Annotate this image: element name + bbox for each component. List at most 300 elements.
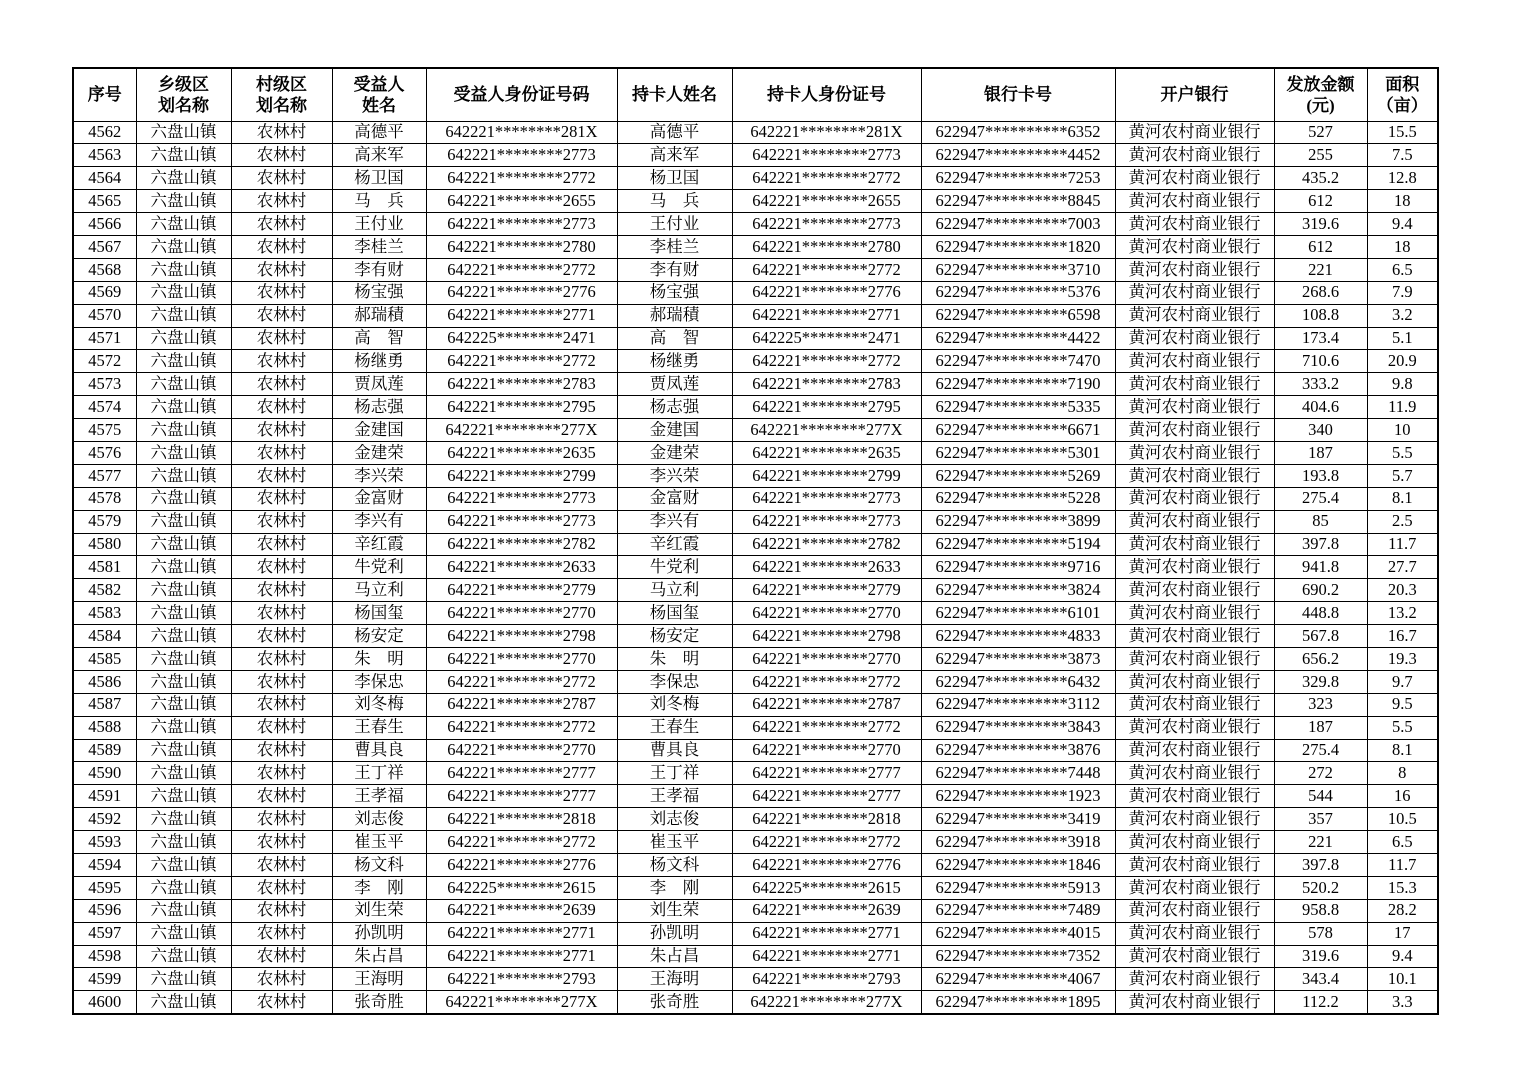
cell-area: 3.2 bbox=[1367, 304, 1438, 327]
cell-beneficiary-name: 李兴有 bbox=[332, 510, 426, 533]
cell-seq: 4592 bbox=[73, 808, 136, 831]
cell-amount: 272 bbox=[1274, 762, 1367, 785]
cell-seq: 4569 bbox=[73, 281, 136, 304]
cell-beneficiary-name: 孙凯明 bbox=[332, 922, 426, 945]
cell-township: 六盘山镇 bbox=[136, 167, 231, 190]
cell-township: 六盘山镇 bbox=[136, 854, 231, 877]
cell-seq: 4586 bbox=[73, 670, 136, 693]
cell-beneficiary-name: 金建国 bbox=[332, 419, 426, 442]
cell-amount: 544 bbox=[1274, 785, 1367, 808]
cell-cardholder-name: 王海明 bbox=[617, 968, 732, 991]
cell-card-number: 622947**********5335 bbox=[921, 396, 1115, 419]
cell-beneficiary-id: 642221********2770 bbox=[426, 602, 617, 625]
cell-village: 农林村 bbox=[231, 854, 332, 877]
cell-beneficiary-id: 642221********2782 bbox=[426, 533, 617, 556]
cell-amount: 527 bbox=[1274, 121, 1367, 144]
cell-cardholder-id: 642221********2795 bbox=[732, 396, 921, 419]
cell-cardholder-name: 马立利 bbox=[617, 579, 732, 602]
cell-beneficiary-id: 642221********2779 bbox=[426, 579, 617, 602]
cell-card-number: 622947**********4067 bbox=[921, 968, 1115, 991]
cell-bank: 黄河农村商业银行 bbox=[1115, 487, 1274, 510]
cell-amount: 275.4 bbox=[1274, 487, 1367, 510]
cell-cardholder-id: 642221********2772 bbox=[732, 350, 921, 373]
cell-cardholder-id: 642221********2783 bbox=[732, 373, 921, 396]
cell-village: 农林村 bbox=[231, 487, 332, 510]
cell-village: 农林村 bbox=[231, 373, 332, 396]
cell-cardholder-id: 642221********2639 bbox=[732, 899, 921, 922]
cell-cardholder-id: 642221********281X bbox=[732, 121, 921, 144]
table-row bbox=[73, 625, 1438, 648]
cell-cardholder-id: 642221********2779 bbox=[732, 579, 921, 602]
cell-township: 六盘山镇 bbox=[136, 831, 231, 854]
cell-cardholder-id: 642221********2782 bbox=[732, 533, 921, 556]
cell-cardholder-name: 牛党利 bbox=[617, 556, 732, 579]
cell-beneficiary-id: 642221********2780 bbox=[426, 235, 617, 258]
cell-beneficiary-name: 刘冬梅 bbox=[332, 693, 426, 716]
cell-beneficiary-id: 642221********2773 bbox=[426, 487, 617, 510]
cell-seq: 4577 bbox=[73, 464, 136, 487]
cell-cardholder-name: 金建国 bbox=[617, 419, 732, 442]
cell-village: 农林村 bbox=[231, 144, 332, 167]
cell-township: 六盘山镇 bbox=[136, 899, 231, 922]
cell-bank: 黄河农村商业银行 bbox=[1115, 922, 1274, 945]
cell-beneficiary-name: 王春生 bbox=[332, 716, 426, 739]
cell-bank: 黄河农村商业银行 bbox=[1115, 373, 1274, 396]
cell-bank: 黄河农村商业银行 bbox=[1115, 121, 1274, 144]
cell-area: 6.5 bbox=[1367, 831, 1438, 854]
cell-amount: 329.8 bbox=[1274, 670, 1367, 693]
cell-area: 11.7 bbox=[1367, 533, 1438, 556]
col-header-beneficiary-id: 受益人身份证号码 bbox=[426, 68, 617, 121]
cell-cardholder-name: 王丁祥 bbox=[617, 762, 732, 785]
table-row bbox=[73, 808, 1438, 831]
cell-seq: 4593 bbox=[73, 831, 136, 854]
cell-cardholder-id: 642225********2471 bbox=[732, 327, 921, 350]
cell-cardholder-name: 杨志强 bbox=[617, 396, 732, 419]
cell-area: 12.8 bbox=[1367, 167, 1438, 190]
cell-amount: 108.8 bbox=[1274, 304, 1367, 327]
cell-card-number: 622947**********3710 bbox=[921, 258, 1115, 281]
cell-cardholder-id: 642221********2633 bbox=[732, 556, 921, 579]
cell-area: 10.5 bbox=[1367, 808, 1438, 831]
table-row bbox=[73, 556, 1438, 579]
cell-seq: 4566 bbox=[73, 213, 136, 236]
cell-card-number: 622947**********7190 bbox=[921, 373, 1115, 396]
cell-beneficiary-name: 王付业 bbox=[332, 213, 426, 236]
cell-seq: 4572 bbox=[73, 350, 136, 373]
cell-amount: 397.8 bbox=[1274, 533, 1367, 556]
cell-village: 农林村 bbox=[231, 945, 332, 968]
cell-seq: 4596 bbox=[73, 899, 136, 922]
table-row bbox=[73, 327, 1438, 350]
cell-township: 六盘山镇 bbox=[136, 258, 231, 281]
cell-cardholder-name: 杨宝强 bbox=[617, 281, 732, 304]
cell-card-number: 622947**********3918 bbox=[921, 831, 1115, 854]
cell-cardholder-id: 642221********2818 bbox=[732, 808, 921, 831]
cell-seq: 4585 bbox=[73, 647, 136, 670]
cell-village: 农林村 bbox=[231, 510, 332, 533]
cell-area: 5.5 bbox=[1367, 441, 1438, 464]
cell-area: 9.4 bbox=[1367, 213, 1438, 236]
cell-beneficiary-name: 杨文科 bbox=[332, 854, 426, 877]
table-row bbox=[73, 762, 1438, 785]
cell-seq: 4597 bbox=[73, 922, 136, 945]
cell-seq: 4576 bbox=[73, 441, 136, 464]
cell-beneficiary-id: 642221********2776 bbox=[426, 854, 617, 877]
table-row bbox=[73, 213, 1438, 236]
table-row bbox=[73, 464, 1438, 487]
cell-beneficiary-id: 642221********2818 bbox=[426, 808, 617, 831]
cell-seq: 4587 bbox=[73, 693, 136, 716]
cell-beneficiary-name: 曹具良 bbox=[332, 739, 426, 762]
cell-village: 农林村 bbox=[231, 579, 332, 602]
cell-cardholder-id: 642221********2772 bbox=[732, 716, 921, 739]
cell-area: 19.3 bbox=[1367, 647, 1438, 670]
cell-cardholder-id: 642221********2772 bbox=[732, 167, 921, 190]
cell-area: 9.7 bbox=[1367, 670, 1438, 693]
cell-beneficiary-name: 王海明 bbox=[332, 968, 426, 991]
cell-bank: 黄河农村商业银行 bbox=[1115, 602, 1274, 625]
cell-beneficiary-id: 642221********2783 bbox=[426, 373, 617, 396]
cell-township: 六盘山镇 bbox=[136, 785, 231, 808]
cell-area: 3.3 bbox=[1367, 991, 1438, 1014]
cell-amount: 187 bbox=[1274, 716, 1367, 739]
cell-township: 六盘山镇 bbox=[136, 556, 231, 579]
cell-card-number: 622947**********3112 bbox=[921, 693, 1115, 716]
cell-seq: 4562 bbox=[73, 121, 136, 144]
col-header-cardholder-id: 持卡人身份证号 bbox=[732, 68, 921, 121]
table-row bbox=[73, 144, 1438, 167]
cell-card-number: 622947**********6598 bbox=[921, 304, 1115, 327]
cell-cardholder-name: 马 兵 bbox=[617, 190, 732, 213]
cell-area: 5.1 bbox=[1367, 327, 1438, 350]
col-header-village: 村级区 划名称 bbox=[231, 68, 332, 121]
cell-beneficiary-id: 642221********2776 bbox=[426, 281, 617, 304]
cell-area: 5.7 bbox=[1367, 464, 1438, 487]
cell-card-number: 622947**********3876 bbox=[921, 739, 1115, 762]
cell-cardholder-id: 642221********277X bbox=[732, 419, 921, 442]
cell-beneficiary-name: 马 兵 bbox=[332, 190, 426, 213]
table-row bbox=[73, 190, 1438, 213]
cell-card-number: 622947**********8845 bbox=[921, 190, 1115, 213]
cell-bank: 黄河农村商业银行 bbox=[1115, 739, 1274, 762]
cell-beneficiary-name: 牛党利 bbox=[332, 556, 426, 579]
cell-area: 20.9 bbox=[1367, 350, 1438, 373]
cell-beneficiary-name: 辛红霞 bbox=[332, 533, 426, 556]
cell-bank: 黄河农村商业银行 bbox=[1115, 876, 1274, 899]
cell-village: 农林村 bbox=[231, 968, 332, 991]
cell-bank: 黄河农村商业银行 bbox=[1115, 991, 1274, 1014]
cell-cardholder-name: 朱 明 bbox=[617, 647, 732, 670]
cell-cardholder-id: 642221********2776 bbox=[732, 281, 921, 304]
table-row bbox=[73, 716, 1438, 739]
cell-bank: 黄河农村商业银行 bbox=[1115, 396, 1274, 419]
cell-village: 农林村 bbox=[231, 831, 332, 854]
cell-area: 13.2 bbox=[1367, 602, 1438, 625]
col-header-card-number: 银行卡号 bbox=[921, 68, 1115, 121]
cell-township: 六盘山镇 bbox=[136, 441, 231, 464]
cell-bank: 黄河农村商业银行 bbox=[1115, 625, 1274, 648]
cell-cardholder-id: 642225********2615 bbox=[732, 876, 921, 899]
cell-village: 农林村 bbox=[231, 441, 332, 464]
cell-beneficiary-name: 杨国玺 bbox=[332, 602, 426, 625]
cell-amount: 85 bbox=[1274, 510, 1367, 533]
cell-township: 六盘山镇 bbox=[136, 533, 231, 556]
cell-township: 六盘山镇 bbox=[136, 327, 231, 350]
cell-beneficiary-id: 642221********277X bbox=[426, 419, 617, 442]
cell-beneficiary-id: 642221********2772 bbox=[426, 167, 617, 190]
cell-township: 六盘山镇 bbox=[136, 579, 231, 602]
cell-card-number: 622947**********7470 bbox=[921, 350, 1115, 373]
cell-cardholder-id: 642221********2776 bbox=[732, 854, 921, 877]
cell-area: 11.7 bbox=[1367, 854, 1438, 877]
table-row bbox=[73, 373, 1438, 396]
cell-area: 8.1 bbox=[1367, 487, 1438, 510]
cell-township: 六盘山镇 bbox=[136, 968, 231, 991]
cell-card-number: 622947**********4833 bbox=[921, 625, 1115, 648]
cell-village: 农林村 bbox=[231, 625, 332, 648]
cell-village: 农林村 bbox=[231, 647, 332, 670]
cell-cardholder-id: 642221********2799 bbox=[732, 464, 921, 487]
table-row bbox=[73, 647, 1438, 670]
cell-cardholder-name: 贾凤莲 bbox=[617, 373, 732, 396]
cell-village: 农林村 bbox=[231, 602, 332, 625]
cell-area: 11.9 bbox=[1367, 396, 1438, 419]
cell-village: 农林村 bbox=[231, 785, 332, 808]
table-row bbox=[73, 350, 1438, 373]
cell-seq: 4599 bbox=[73, 968, 136, 991]
cell-seq: 4575 bbox=[73, 419, 136, 442]
cell-township: 六盘山镇 bbox=[136, 876, 231, 899]
cell-village: 农林村 bbox=[231, 121, 332, 144]
cell-cardholder-name: 李 刚 bbox=[617, 876, 732, 899]
cell-beneficiary-id: 642221********2772 bbox=[426, 831, 617, 854]
table-row bbox=[73, 899, 1438, 922]
cell-beneficiary-id: 642221********2772 bbox=[426, 258, 617, 281]
table-row bbox=[73, 419, 1438, 442]
cell-area: 18 bbox=[1367, 235, 1438, 258]
cell-beneficiary-name: 李兴荣 bbox=[332, 464, 426, 487]
cell-beneficiary-name: 刘志俊 bbox=[332, 808, 426, 831]
cell-township: 六盘山镇 bbox=[136, 464, 231, 487]
cell-beneficiary-name: 金建荣 bbox=[332, 441, 426, 464]
cell-card-number: 622947**********4015 bbox=[921, 922, 1115, 945]
table-row bbox=[73, 854, 1438, 877]
cell-beneficiary-id: 642221********2770 bbox=[426, 647, 617, 670]
subsidy-table bbox=[72, 67, 1439, 1015]
cell-cardholder-name: 杨卫国 bbox=[617, 167, 732, 190]
cell-cardholder-id: 642221********277X bbox=[732, 991, 921, 1014]
cell-beneficiary-name: 杨宝强 bbox=[332, 281, 426, 304]
cell-beneficiary-name: 高德平 bbox=[332, 121, 426, 144]
cell-township: 六盘山镇 bbox=[136, 373, 231, 396]
cell-township: 六盘山镇 bbox=[136, 350, 231, 373]
cell-beneficiary-name: 郝瑞積 bbox=[332, 304, 426, 327]
cell-beneficiary-name: 崔玉平 bbox=[332, 831, 426, 854]
cell-bank: 黄河农村商业银行 bbox=[1115, 304, 1274, 327]
cell-seq: 4567 bbox=[73, 235, 136, 258]
cell-amount: 319.6 bbox=[1274, 945, 1367, 968]
cell-beneficiary-id: 642221********2772 bbox=[426, 670, 617, 693]
cell-bank: 黄河农村商业银行 bbox=[1115, 785, 1274, 808]
cell-card-number: 622947**********7253 bbox=[921, 167, 1115, 190]
cell-cardholder-id: 642221********2772 bbox=[732, 258, 921, 281]
cell-township: 六盘山镇 bbox=[136, 693, 231, 716]
cell-beneficiary-id: 642221********2771 bbox=[426, 945, 617, 968]
cell-cardholder-name: 王春生 bbox=[617, 716, 732, 739]
cell-seq: 4584 bbox=[73, 625, 136, 648]
cell-township: 六盘山镇 bbox=[136, 922, 231, 945]
cell-cardholder-id: 642221********2771 bbox=[732, 304, 921, 327]
cell-village: 农林村 bbox=[231, 670, 332, 693]
cell-seq: 4578 bbox=[73, 487, 136, 510]
cell-card-number: 622947**********6101 bbox=[921, 602, 1115, 625]
cell-card-number: 622947**********7489 bbox=[921, 899, 1115, 922]
cell-bank: 黄河农村商业银行 bbox=[1115, 968, 1274, 991]
cell-bank: 黄河农村商业银行 bbox=[1115, 419, 1274, 442]
cell-township: 六盘山镇 bbox=[136, 213, 231, 236]
cell-area: 15.5 bbox=[1367, 121, 1438, 144]
cell-township: 六盘山镇 bbox=[136, 190, 231, 213]
cell-cardholder-id: 642221********2772 bbox=[732, 831, 921, 854]
cell-seq: 4581 bbox=[73, 556, 136, 579]
cell-area: 5.5 bbox=[1367, 716, 1438, 739]
cell-amount: 397.8 bbox=[1274, 854, 1367, 877]
cell-cardholder-name: 李兴有 bbox=[617, 510, 732, 533]
cell-seq: 4580 bbox=[73, 533, 136, 556]
cell-amount: 612 bbox=[1274, 235, 1367, 258]
cell-seq: 4568 bbox=[73, 258, 136, 281]
cell-village: 农林村 bbox=[231, 693, 332, 716]
cell-seq: 4594 bbox=[73, 854, 136, 877]
cell-area: 9.5 bbox=[1367, 693, 1438, 716]
cell-beneficiary-name: 高来军 bbox=[332, 144, 426, 167]
cell-cardholder-name: 刘志俊 bbox=[617, 808, 732, 831]
cell-cardholder-id: 642221********2770 bbox=[732, 739, 921, 762]
cell-bank: 黄河农村商业银行 bbox=[1115, 258, 1274, 281]
cell-cardholder-name: 李保忠 bbox=[617, 670, 732, 693]
cell-beneficiary-name: 杨卫国 bbox=[332, 167, 426, 190]
cell-village: 农林村 bbox=[231, 167, 332, 190]
cell-area: 9.8 bbox=[1367, 373, 1438, 396]
cell-bank: 黄河农村商业银行 bbox=[1115, 899, 1274, 922]
cell-amount: 187 bbox=[1274, 441, 1367, 464]
cell-amount: 173.4 bbox=[1274, 327, 1367, 350]
cell-township: 六盘山镇 bbox=[136, 670, 231, 693]
cell-beneficiary-id: 642221********2770 bbox=[426, 739, 617, 762]
cell-township: 六盘山镇 bbox=[136, 762, 231, 785]
cell-area: 20.3 bbox=[1367, 579, 1438, 602]
cell-amount: 578 bbox=[1274, 922, 1367, 945]
cell-area: 8 bbox=[1367, 762, 1438, 785]
cell-beneficiary-id: 642221********2633 bbox=[426, 556, 617, 579]
cell-card-number: 622947**********7003 bbox=[921, 213, 1115, 236]
cell-township: 六盘山镇 bbox=[136, 121, 231, 144]
cell-cardholder-id: 642221********2773 bbox=[732, 487, 921, 510]
cell-cardholder-name: 李有财 bbox=[617, 258, 732, 281]
cell-cardholder-name: 孙凯明 bbox=[617, 922, 732, 945]
cell-village: 农林村 bbox=[231, 327, 332, 350]
cell-area: 16 bbox=[1367, 785, 1438, 808]
cell-seq: 4589 bbox=[73, 739, 136, 762]
table-row bbox=[73, 670, 1438, 693]
cell-beneficiary-id: 642221********2773 bbox=[426, 144, 617, 167]
cell-beneficiary-name: 刘生荣 bbox=[332, 899, 426, 922]
cell-cardholder-id: 642221********2777 bbox=[732, 762, 921, 785]
table-row bbox=[73, 258, 1438, 281]
cell-village: 农林村 bbox=[231, 213, 332, 236]
cell-card-number: 622947**********6671 bbox=[921, 419, 1115, 442]
cell-area: 9.4 bbox=[1367, 945, 1438, 968]
cell-amount: 520.2 bbox=[1274, 876, 1367, 899]
cell-township: 六盘山镇 bbox=[136, 281, 231, 304]
cell-amount: 690.2 bbox=[1274, 579, 1367, 602]
cell-beneficiary-name: 高 智 bbox=[332, 327, 426, 350]
cell-bank: 黄河农村商业银行 bbox=[1115, 350, 1274, 373]
cell-amount: 343.4 bbox=[1274, 968, 1367, 991]
cell-seq: 4598 bbox=[73, 945, 136, 968]
cell-card-number: 622947**********5194 bbox=[921, 533, 1115, 556]
cell-beneficiary-id: 642221********2635 bbox=[426, 441, 617, 464]
cell-cardholder-name: 杨文科 bbox=[617, 854, 732, 877]
cell-seq: 4565 bbox=[73, 190, 136, 213]
cell-village: 农林村 bbox=[231, 739, 332, 762]
cell-amount: 612 bbox=[1274, 190, 1367, 213]
cell-bank: 黄河农村商业银行 bbox=[1115, 533, 1274, 556]
cell-cardholder-name: 刘冬梅 bbox=[617, 693, 732, 716]
cell-beneficiary-id: 642225********2471 bbox=[426, 327, 617, 350]
table-row bbox=[73, 831, 1438, 854]
cell-amount: 268.6 bbox=[1274, 281, 1367, 304]
cell-amount: 448.8 bbox=[1274, 602, 1367, 625]
cell-village: 农林村 bbox=[231, 762, 332, 785]
cell-cardholder-id: 642221********2777 bbox=[732, 785, 921, 808]
cell-beneficiary-name: 朱 明 bbox=[332, 647, 426, 670]
cell-beneficiary-name: 朱占昌 bbox=[332, 945, 426, 968]
cell-bank: 黄河农村商业银行 bbox=[1115, 762, 1274, 785]
cell-card-number: 622947**********6432 bbox=[921, 670, 1115, 693]
cell-cardholder-name: 金建荣 bbox=[617, 441, 732, 464]
cell-amount: 941.8 bbox=[1274, 556, 1367, 579]
cell-cardholder-id: 642221********2771 bbox=[732, 945, 921, 968]
cell-bank: 黄河农村商业银行 bbox=[1115, 579, 1274, 602]
cell-card-number: 622947**********7448 bbox=[921, 762, 1115, 785]
cell-cardholder-name: 李兴荣 bbox=[617, 464, 732, 487]
cell-seq: 4595 bbox=[73, 876, 136, 899]
cell-village: 农林村 bbox=[231, 899, 332, 922]
cell-beneficiary-name: 贾凤莲 bbox=[332, 373, 426, 396]
cell-cardholder-name: 杨继勇 bbox=[617, 350, 732, 373]
cell-amount: 112.2 bbox=[1274, 991, 1367, 1014]
cell-village: 农林村 bbox=[231, 304, 332, 327]
cell-seq: 4570 bbox=[73, 304, 136, 327]
cell-seq: 4583 bbox=[73, 602, 136, 625]
cell-cardholder-name: 李桂兰 bbox=[617, 235, 732, 258]
cell-beneficiary-id: 642221********277X bbox=[426, 991, 617, 1014]
cell-beneficiary-id: 642221********2771 bbox=[426, 922, 617, 945]
cell-bank: 黄河农村商业银行 bbox=[1115, 716, 1274, 739]
cell-township: 六盘山镇 bbox=[136, 235, 231, 258]
cell-beneficiary-name: 杨志强 bbox=[332, 396, 426, 419]
cell-area: 16.7 bbox=[1367, 625, 1438, 648]
cell-bank: 黄河农村商业银行 bbox=[1115, 190, 1274, 213]
cell-township: 六盘山镇 bbox=[136, 808, 231, 831]
cell-seq: 4582 bbox=[73, 579, 136, 602]
cell-township: 六盘山镇 bbox=[136, 396, 231, 419]
cell-beneficiary-name: 王丁祥 bbox=[332, 762, 426, 785]
table-row bbox=[73, 510, 1438, 533]
cell-beneficiary-id: 642221********2793 bbox=[426, 968, 617, 991]
